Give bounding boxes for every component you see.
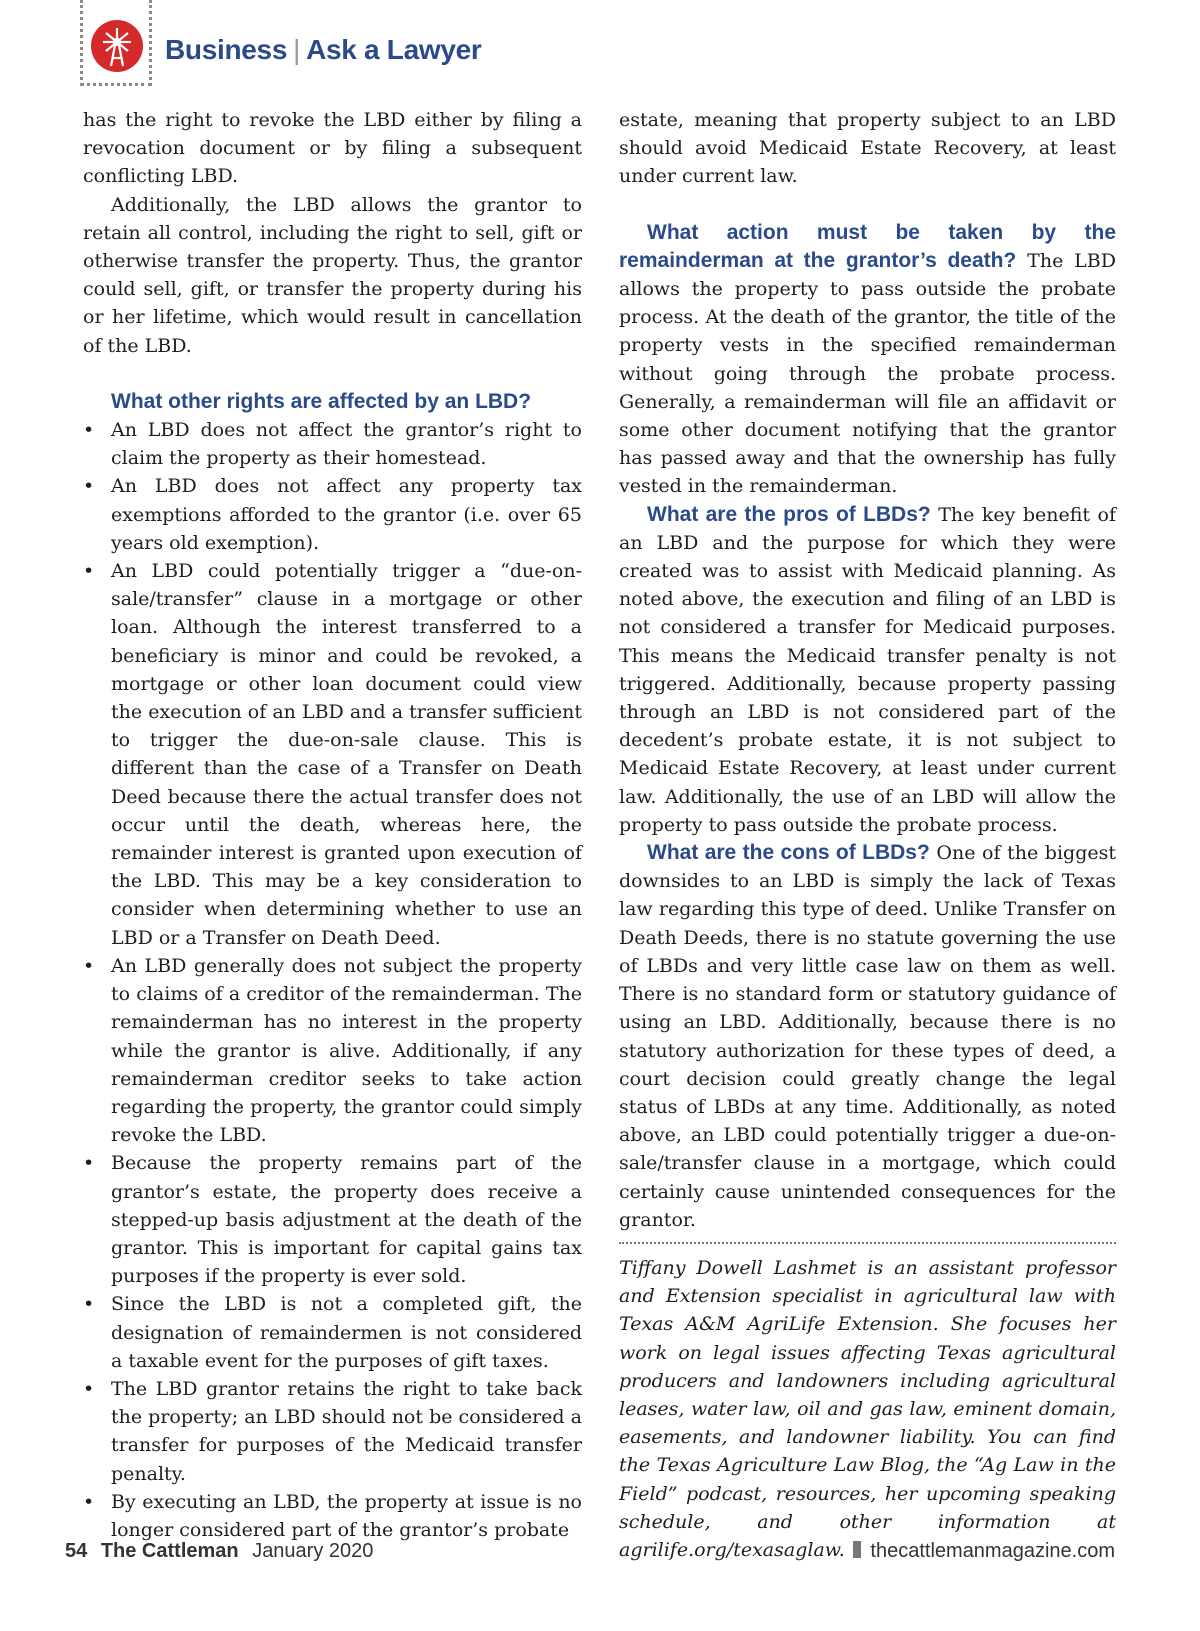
page-footer [65,1540,1115,1563]
question-heading: What are the pros of LBDs? [647,502,931,526]
list-item: • By executing an LBD, the property at issue is no longer considered part of the grantor’s probate [83,1488,582,1544]
bio-text: Tiffany Dowell Lashmet is an assistant professor and Extension specialist in agricultural law with Texas A&M AgriLife Extension. She focuses her work on legal issues affecting Texas agricultural producers and landowners including agricultural leases, water law, oil and gas law, eminent domain, easements, and landowner liability. You can find the Texas Agriculture Law Blog, the “Ag Law in the Field” podcast, resources, her upcoming speaking schedule, and other information at agrilife.org/texasaglaw. [619,1256,1116,1561]
answer-text: The LBD allows the property to pass outside the probate process. At the death of the grantor, the title of the property vests in the specified remainderman without going through the probate process. Generally, a remainderman will file an affidavit or some other document notifying that the grantor has passed away and that the ownership has fully vested in the remainderman. [619,249,1116,498]
list-item: • Since the LBD is not a completed gift, the designation of remaindermen is not considered a taxable event for the purposes of gift taxes. [83,1290,582,1375]
bullet-list [83,416,582,1544]
title-separator: | [293,34,301,65]
question-heading: What action must be taken by the remainderman at the grantor’s death? [619,220,1116,272]
qa-paragraph [619,501,1116,839]
logo-frame [80,0,152,86]
paragraph: has the right to revoke the LBD either by filing a revocation document or by filing a subsequent conflicting LBD. [83,109,582,188]
qa-paragraph [619,839,1116,1234]
list-item: • An LBD does not affect the grantor’s right to claim the property as their homestead. [83,416,582,472]
section-title [165,34,482,66]
qa-paragraph [619,219,1116,501]
subsection-label: Ask a Lawyer [306,34,482,65]
magazine-name: The Cattleman [100,1540,239,1562]
paragraph: estate, meaning that property subject to an LBD should avoid Medicaid Estate Recovery, at least under current law. [619,109,1116,188]
section-label: Business [165,34,288,65]
page-header [80,0,580,90]
list-item: • An LBD does not affect any property tax exemptions afforded to the grantor (i.e. over 65 years old exemption). [83,472,582,557]
website-url: thecattlemanmagazine.com [870,1540,1115,1562]
right-column [619,106,1116,1564]
answer-text: The key benefit of an LBD and the purpose for which they were created was to assist with Medicaid planning. As noted above, the execution and filing of an LBD is not considered a transfer for Medicaid purposes. This means the Medicaid transfer penalty is not triggered. Additionally, because property passing through an LBD is not considered part of the decedent’s probate estate, it is not subject to Medicaid Estate Recovery, at least under current law. Additionally, the use of an LBD will allow the property to pass outside the probate process. [619,503,1116,836]
question-heading: What are the cons of LBDs? [647,841,930,865]
section-heading: What other rights are affected by an LBD? [111,389,532,413]
issue-date: January 2020 [252,1540,374,1562]
divider [619,1242,1116,1244]
list-item: • An LBD generally does not subject the property to claims of a creditor of the remainderman. The remainderman has no interest in the property while the grantor is alive. Additionally, if any remainderman creditor seeks to take action regarding the property, the grantor could simply revoke the LBD. [83,952,582,1149]
paragraph: Additionally, the LBD allows the grantor to retain all control, including the right to sell, gift or otherwise transfer the property. Thus, the grantor could sell, gift, or transfer the property during his or her lifetime, which would result in cancellation of the LBD. [83,193,582,357]
answer-text: One of the biggest downsides to an LBD is simply the lack of Texas law regarding this type of deed. Unlike Transfer on Death Deeds, there is no statute governing the use of LBDs and very little case law on them as well. There is no standard form or statutory guidance of using an LBD. Additionally, because there is no statutory authorization for these types of deed, a court decision could greatly change the legal status of LBDs at any time. Additionally, as noted above, an LBD could potentially trigger a due-on-sale/transfer clause in a mortgage, which could certainly cause unintended consequences for the grantor. [619,842,1116,1231]
author-bio [619,1254,1116,1564]
page-number: 54 [65,1540,88,1562]
list-item: • Because the property remains part of the grantor’s estate, the property does receive a stepped-up basis adjustment at the death of the grantor. This is important for capital gains tax purposes if the property is ever sold. [83,1149,582,1290]
list-item: • The LBD grantor retains the right to take back the property; an LBD should not be considered a transfer for purposes of the Medicaid transfer penalty. [83,1375,582,1488]
list-item: • An LBD could potentially trigger a “due-on-sale/transfer” clause in a mortgage or other loan. Although the interest transferred to a beneficiary is minor and could be revoked, a mortgage or other loan document could view the execution of an LBD and a transfer sufficient to trigger the due-on-sale clause. This is different than the case of a Transfer on Death Deed because there the actual transfer does not occur until the death, whereas here, the remainder interest is granted upon execution of the LBD. This may be a key consideration to consider when determining whether to use an LBD or a Transfer on Death Deed. [83,557,582,952]
windmill-logo-icon [91,20,143,72]
left-column [83,106,582,1544]
